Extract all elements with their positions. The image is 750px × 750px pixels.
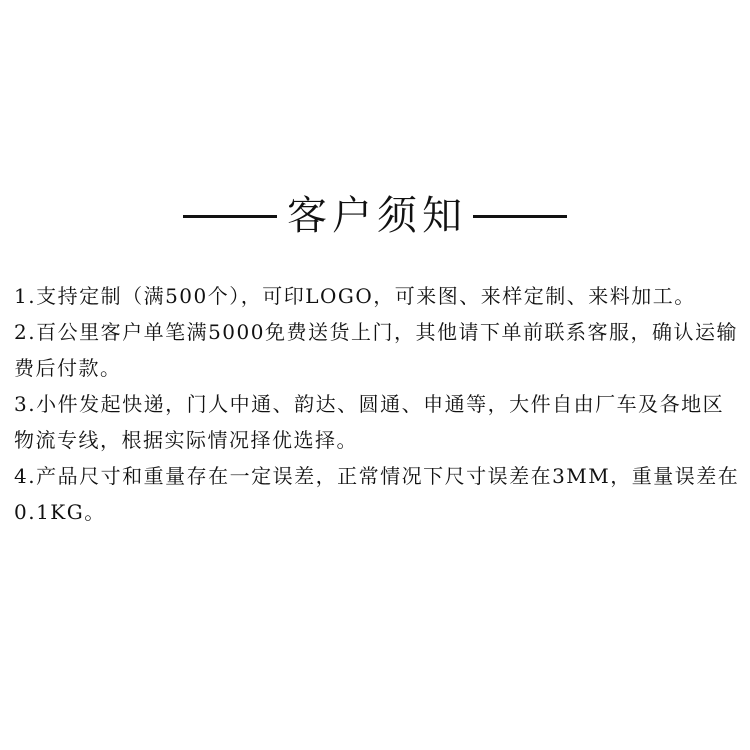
notice-item-4: 4.产品尺寸和重量存在一定误差，正常情况下尺寸误差在3MM，重量误差在0.1KG。 [14, 464, 740, 524]
notice-header [0, 188, 750, 244]
notice-item-1: 1.支持定制（满500个），可印LOGO，可来图、来样定制、来料加工。 [14, 284, 696, 308]
notice-list [14, 278, 740, 530]
notice-title: 客户须知 [287, 193, 467, 239]
left-title-rule [183, 215, 277, 218]
notice-item-2: 2.百公里客户单笔满5000免费送货上门，其他请下单前联系客服，确认运输费后付款。 [14, 320, 738, 380]
right-title-rule [473, 215, 567, 218]
notice-item-3: 3.小件发起快递，门人中通、韵达、圆通、申通等，大件自由厂车及各地区物流专线，根据实际情况择优选择。 [14, 392, 725, 452]
